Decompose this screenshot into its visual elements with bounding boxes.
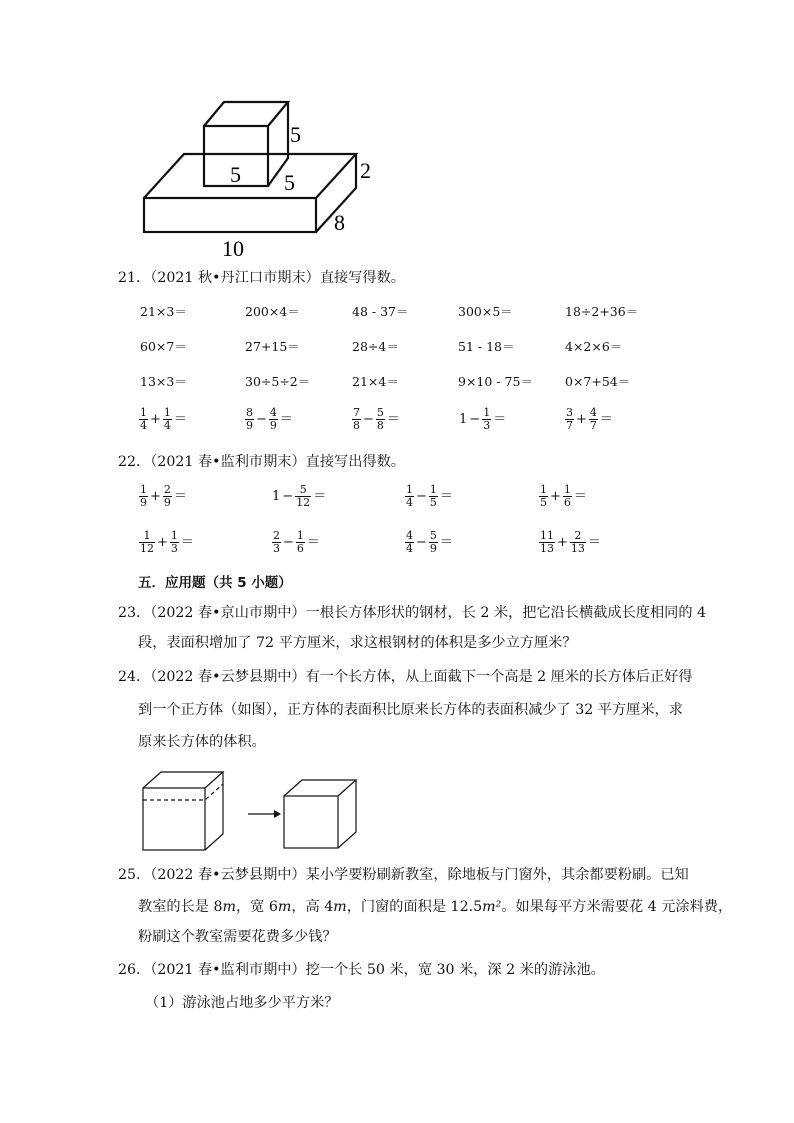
q23-line1: 23．（2022 春•京山市期中）一根长方体形状的钢材，长 2 米，把它沿长横截成长度相同的 4 bbox=[118, 605, 707, 621]
cube-height-label: 5 bbox=[290, 122, 301, 147]
cuboid-to-cube-figure bbox=[140, 770, 400, 852]
q22-r1-c2: 1 − $\frac{5}{12}$ ＝ bbox=[272, 483, 327, 509]
slab-depth-label: 8 bbox=[334, 210, 345, 235]
q22-title: 22．（2021 春•监利市期末）直接写出得数。 bbox=[118, 454, 405, 470]
q25-line2: 教室的长是 8m，宽 6m，高 4m，门窗的面积是 12.5m²。如果每平方米需要花 4 元涂料费， bbox=[138, 899, 733, 915]
q22-r1-c3: $\frac{1}{4}$ − $\frac{1}{5}$ ＝ bbox=[406, 483, 453, 509]
q26-line1: 26．（2021 春•监利市期中）挖一个长 50 米，宽 30 米，深 2 米的游泳池。 bbox=[118, 962, 605, 978]
right-arrow-icon bbox=[248, 810, 281, 818]
q22-r1-c1: $\frac{1}{9}$ + $\frac{2}{9}$ ＝ bbox=[140, 483, 187, 509]
q21-r1-c1: 21×3＝ bbox=[140, 304, 187, 319]
cube-on-slab-figure bbox=[140, 96, 380, 262]
q22-r2-c4: $\frac{11}{13}$ + $\frac{2}{13}$ ＝ bbox=[540, 529, 601, 555]
q21-frac-3: $\frac{7}{8}$ − $\frac{5}{8}$ ＝ bbox=[353, 406, 400, 432]
q22-r1-c4: $\frac{1}{5}$ + $\frac{1}{6}$ ＝ bbox=[540, 483, 587, 509]
q21-r1-c4: 300×5＝ bbox=[458, 304, 513, 319]
cube-side-label: 5 bbox=[284, 170, 295, 195]
q24-line2: 到一个正方体（如图），正方体的表面积比原来长方体的表面积减少了 32 平方厘米，求 bbox=[138, 702, 683, 718]
q21-r3-c2: 30÷5÷2＝ bbox=[245, 374, 311, 389]
q22-r2-c2: $\frac{2}{3}$ − $\frac{1}{6}$ ＝ bbox=[273, 529, 320, 555]
q21-frac-5: $\frac{3}{7}$ + $\frac{4}{7}$ ＝ bbox=[566, 406, 613, 432]
q21-r2-c1: 60×7＝ bbox=[140, 339, 187, 354]
q23-line2: 段，表面积增加了 72 平方厘米，求这根钢材的体积是多少立方厘米？ bbox=[138, 635, 577, 651]
q21-frac-4: 1 − $\frac{1}{3}$ ＝ bbox=[459, 406, 507, 432]
q21-r2-c4: 51 - 18＝ bbox=[458, 339, 515, 354]
q21-r3-c5: 0×7+54＝ bbox=[565, 374, 631, 389]
cube-front-label: 5 bbox=[230, 162, 241, 187]
q24-line3: 原来长方体的体积。 bbox=[138, 734, 266, 750]
q21-r3-c1: 13×3＝ bbox=[140, 374, 187, 389]
q25-line3: 粉刷这个教室需要花费多少钱？ bbox=[138, 929, 337, 945]
q21-title: 21．（2021 秋•丹江口市期末）直接写得数。 bbox=[118, 270, 405, 286]
q21-r2-c3: 28÷4＝ bbox=[352, 339, 399, 354]
q22-r2-c3: $\frac{4}{4}$ − $\frac{5}{9}$ ＝ bbox=[406, 529, 453, 555]
q21-frac-2: $\frac{8}{9}$ − $\frac{4}{9}$ ＝ bbox=[246, 406, 293, 432]
q21-r1-c3: 48 - 37＝ bbox=[352, 304, 409, 319]
section-heading: 五．应用题（共 5 小题） bbox=[138, 575, 292, 591]
q26-sub1: （1）游泳池占地多少平方米？ bbox=[145, 995, 339, 1011]
q25-line1: 25．（2022 春•云梦县期中）某小学要粉刷新教室，除地板与门窗外，其余都要粉刷。已知 bbox=[118, 867, 689, 883]
q21-r2-c2: 27+15＝ bbox=[245, 339, 300, 354]
q21-r2-c5: 4×2×6＝ bbox=[565, 339, 623, 354]
q21-r1-c5: 18÷2+36＝ bbox=[565, 304, 639, 319]
slab-length-label: 10 bbox=[222, 236, 244, 261]
q21-r1-c2: 200×4＝ bbox=[245, 304, 300, 319]
q22-r2-c1: $\frac{1}{12}$ + $\frac{1}{3}$ ＝ bbox=[140, 529, 194, 555]
q21-r3-c4: 9×10 - 75＝ bbox=[458, 374, 533, 389]
q21-r3-c3: 21×4＝ bbox=[352, 374, 399, 389]
slab-height-label: 2 bbox=[360, 158, 371, 183]
q21-frac-1: $\frac{1}{4}$ + $\frac{1}{4}$ ＝ bbox=[140, 406, 187, 432]
q24-line1: 24．（2022 春•云梦县期中）有一个长方体，从上面截下一个高是 2 厘米的长方体后正好得 bbox=[118, 669, 693, 685]
